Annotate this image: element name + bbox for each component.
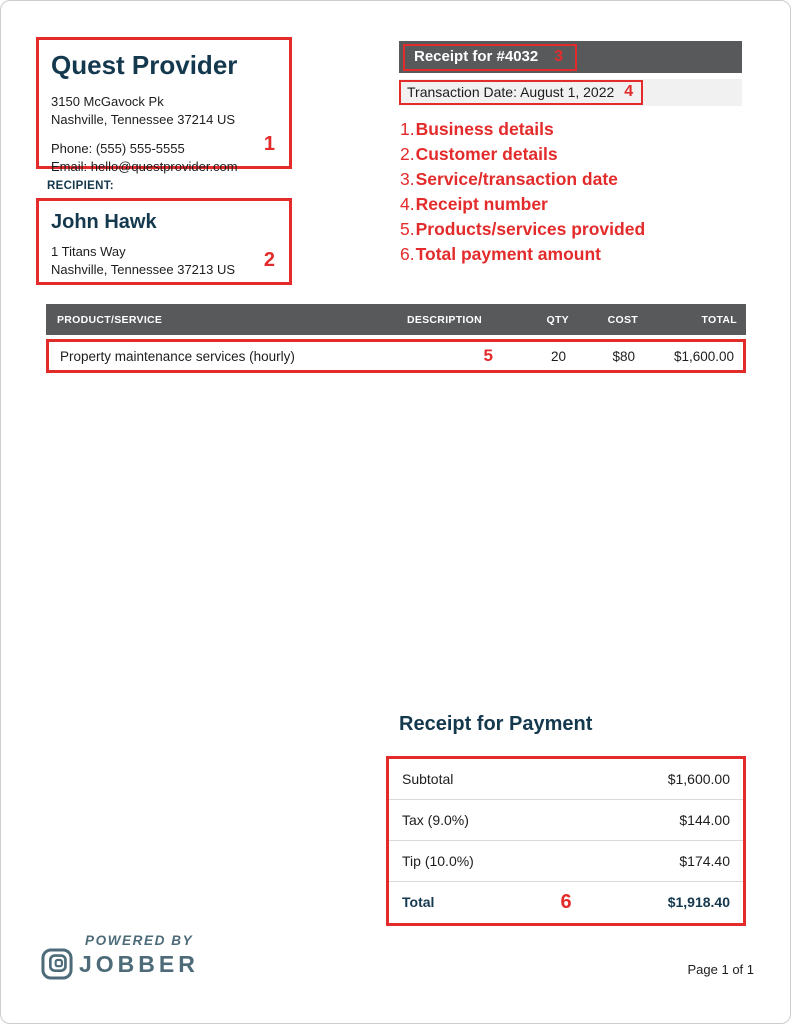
- tip-label: Tip (10.0%): [402, 853, 474, 869]
- spacer: [51, 129, 277, 140]
- business-address-line2: Nashville, Tennessee 37214 US: [51, 112, 236, 127]
- transaction-date: Transaction Date: August 1, 2022: [407, 84, 615, 100]
- receipt-title-bar: [399, 41, 742, 73]
- legend-label: Products/services provided: [415, 219, 646, 239]
- line-items-header-row: [46, 304, 746, 335]
- legend-label: Total payment amount: [415, 244, 601, 264]
- business-email: Email: hello@questprovider.com: [51, 159, 238, 174]
- recipient-name: John Hawk: [51, 211, 157, 233]
- legend-number: 5.: [400, 219, 415, 239]
- column-header-description: DESCRIPTION: [406, 313, 482, 326]
- page-number: Page 1 of 1: [687, 962, 754, 977]
- line-item-qty: 20: [550, 348, 566, 364]
- legend-label: Service/transaction date: [415, 169, 618, 189]
- tip-row: [389, 841, 743, 882]
- annotation-number-4: 4: [624, 83, 634, 100]
- column-header-product-service: PRODUCT/SERVICE: [57, 313, 163, 326]
- customer-details-box: [36, 198, 292, 285]
- legend-item-products-services: [400, 217, 645, 242]
- tip-value: $174.40: [679, 853, 730, 869]
- annotation-number-5: 5: [483, 346, 493, 365]
- grand-total-row: [389, 882, 743, 922]
- annotation-number-6: 6: [560, 890, 572, 913]
- annotation-number-2: 2: [263, 249, 275, 271]
- tax-label: Tax (9.0%): [402, 812, 469, 828]
- line-item-cost: $80: [612, 348, 635, 364]
- legend-item-receipt-number: [400, 192, 645, 217]
- payment-totals-box: [386, 756, 746, 926]
- legend-label: Customer details: [415, 144, 558, 164]
- business-address-line1: 3150 McGavock Pk: [51, 94, 164, 109]
- line-item-product: Property maintenance services (hourly): [60, 348, 295, 364]
- recipient-label: RECIPIENT:: [47, 180, 114, 192]
- powered-by-text: POWERED BY: [85, 933, 194, 948]
- column-header-qty: QTY: [546, 313, 569, 326]
- annotation-number-1: 1: [263, 133, 275, 155]
- payment-section-title: Receipt for Payment: [399, 713, 593, 735]
- receipt-number-annotation-box: [403, 44, 577, 71]
- recipient-address-line2: Nashville, Tennessee 37213 US: [51, 262, 236, 277]
- brand-name-text: JOBBER: [79, 951, 199, 977]
- recipient-address-line1: 1 Titans Way: [51, 244, 126, 259]
- line-item-row: [46, 339, 746, 373]
- legend-label: Business details: [415, 119, 554, 139]
- legend-number: 3.: [400, 169, 415, 189]
- legend-item-customer-details: [400, 142, 645, 167]
- receipt-title: Receipt for #4032: [414, 48, 539, 65]
- column-header-cost: COST: [607, 313, 638, 326]
- total-value: $1,918.40: [667, 894, 730, 910]
- legend-number: 2.: [400, 144, 415, 164]
- annotation-legend: [400, 117, 645, 267]
- subtotal-label: Subtotal: [402, 771, 454, 787]
- tax-row: [389, 800, 743, 841]
- subtotal-value: $1,600.00: [667, 771, 730, 787]
- legend-label: Receipt number: [415, 194, 548, 214]
- powered-by-jobber-logo: [41, 931, 211, 987]
- legend-number: 4.: [400, 194, 415, 214]
- total-label: Total: [402, 894, 435, 910]
- legend-item-business-details: [400, 117, 645, 142]
- business-name: Quest Provider: [51, 50, 238, 80]
- subtotal-row: [389, 759, 743, 800]
- line-item-total: $1,600.00: [673, 348, 734, 364]
- jobber-logo-icon: [41, 948, 73, 985]
- tax-value: $144.00: [679, 812, 730, 828]
- legend-item-service-transaction-date: [400, 167, 645, 192]
- legend-number: 6.: [400, 244, 415, 264]
- column-header-total: TOTAL: [701, 313, 737, 326]
- legend-number: 1.: [400, 119, 415, 139]
- business-phone: Phone: (555) 555-5555: [51, 141, 185, 156]
- transaction-date-bar: [399, 79, 742, 106]
- annotation-number-3: 3: [554, 47, 564, 65]
- transaction-date-annotation-box: [399, 80, 643, 105]
- legend-item-total-payment: [400, 242, 645, 267]
- business-details-box: [36, 37, 292, 174]
